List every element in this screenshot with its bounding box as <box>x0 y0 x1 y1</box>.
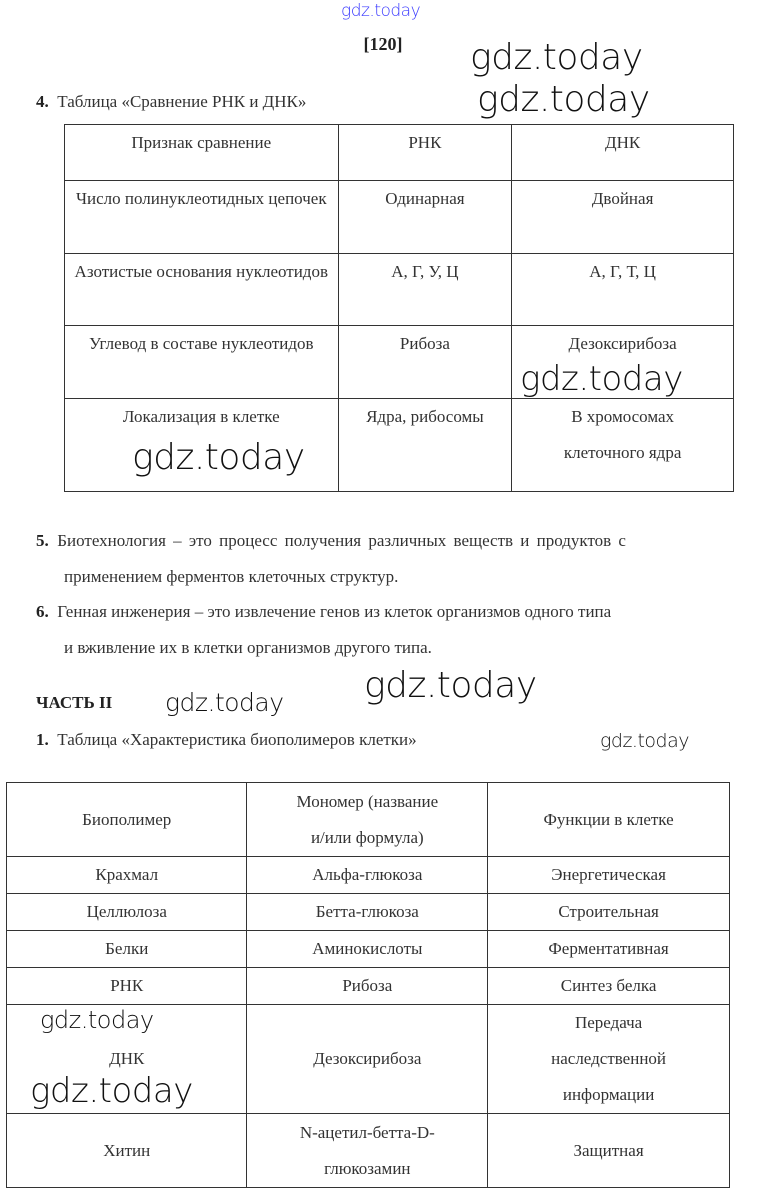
table-cell: Двойная <box>512 181 734 254</box>
table-cell: РНК <box>7 968 247 1005</box>
table-cell: Локализация в клетке <box>65 399 339 492</box>
table-cell: Число полинуклеотидных цепочек <box>65 181 339 254</box>
watermark: gdz.today <box>40 1006 154 1034</box>
table-cell: Ядра, рибосомы <box>338 399 512 492</box>
table-header-row <box>65 125 734 181</box>
table-row <box>7 1114 730 1188</box>
watermark: gdz.today <box>470 37 643 78</box>
header-cell: Функции в клетке <box>488 783 730 857</box>
page-number: [120] <box>363 34 403 54</box>
table-header-row <box>7 783 730 857</box>
table-cell: Дезоксирибоза <box>247 1005 488 1114</box>
table-cell: Целлюлоза <box>7 894 247 931</box>
biopolymers-table <box>6 782 730 1188</box>
table-row <box>7 857 730 894</box>
table-cell: А, Г, Т, Ц <box>512 254 734 326</box>
header-cell: Признак сравнение <box>65 125 339 181</box>
table-cell: А, Г, У, Ц <box>338 254 512 326</box>
header-cell: РНК <box>338 125 512 181</box>
item5-line1: Биотехнология – это процесс получения различных веществ и продуктов с <box>57 531 626 550</box>
item-number: 6. <box>36 602 49 621</box>
table-cell: ДНК <box>7 1005 247 1114</box>
table-row <box>65 181 734 254</box>
part2-item1-title <box>36 722 417 758</box>
watermark: gdz.today <box>364 665 537 706</box>
watermark: gdz.today <box>132 437 305 478</box>
watermark: gdz.today <box>30 1071 193 1111</box>
table-cell: Аминокислоты <box>247 931 488 968</box>
table-row <box>7 894 730 931</box>
table-cell: Азотистые основания нуклеотидов <box>65 254 339 326</box>
table-cell: Строительная <box>488 894 730 931</box>
item5 <box>36 523 766 595</box>
watermark: gdz.today <box>165 688 284 717</box>
table-cell: Крахмал <box>7 857 247 894</box>
item6-line2: и вживление их в клетки организмов другого типа. <box>64 638 432 657</box>
table-cell: Рибоза <box>247 968 488 1005</box>
table-cell: Синтез белка <box>488 968 730 1005</box>
table-cell: Хитин <box>7 1114 247 1188</box>
item-number: 1. <box>36 730 49 749</box>
item-number: 5. <box>36 531 49 550</box>
table-cell: Защитная <box>488 1114 730 1188</box>
table-cell: N-ацетил-бетта-D-глюкозамин <box>247 1114 488 1188</box>
watermark-top: gdz.today <box>341 1 421 21</box>
table-cell: Бетта-глюкоза <box>247 894 488 931</box>
header-cell: Мономер (название и/или формула) <box>247 783 488 857</box>
table-row <box>65 254 734 326</box>
item-number: 4. <box>36 92 49 111</box>
table-cell: Альфа-глюкоза <box>247 857 488 894</box>
table-cell: Передача наследственной информации <box>488 1005 730 1114</box>
watermark: gdz.today <box>520 359 683 399</box>
header-cell: ДНК <box>512 125 734 181</box>
table-cell: Углевод в составе нуклеотидов <box>65 326 339 399</box>
table-row <box>7 968 730 1005</box>
item6-line1: Генная инженерия – это извлечение генов из клеток организмов одного типа <box>57 602 612 621</box>
table-title: Таблица «Сравнение РНК и ДНК» <box>57 92 307 111</box>
watermark: gdz.today <box>600 730 689 752</box>
item5-line2: применением ферментов клеточных структур. <box>64 567 399 586</box>
part2-heading: ЧАСТЬ II <box>36 693 113 712</box>
table-row <box>7 931 730 968</box>
table-cell: Рибоза <box>338 326 512 399</box>
item4-title <box>36 84 306 120</box>
table-cell: Ферментативная <box>488 931 730 968</box>
table-cell: Одинарная <box>338 181 512 254</box>
table-cell: В хромосомах клеточного ядра <box>512 399 734 492</box>
table-title: Таблица «Характеристика биополимеров клетки» <box>57 730 417 749</box>
table-cell: Дезоксирибоза <box>512 326 734 399</box>
watermark: gdz.today <box>477 79 650 120</box>
item6 <box>36 594 766 666</box>
table-cell: Энергетическая <box>488 857 730 894</box>
header-cell: Биополимер <box>7 783 247 857</box>
table-cell: Белки <box>7 931 247 968</box>
